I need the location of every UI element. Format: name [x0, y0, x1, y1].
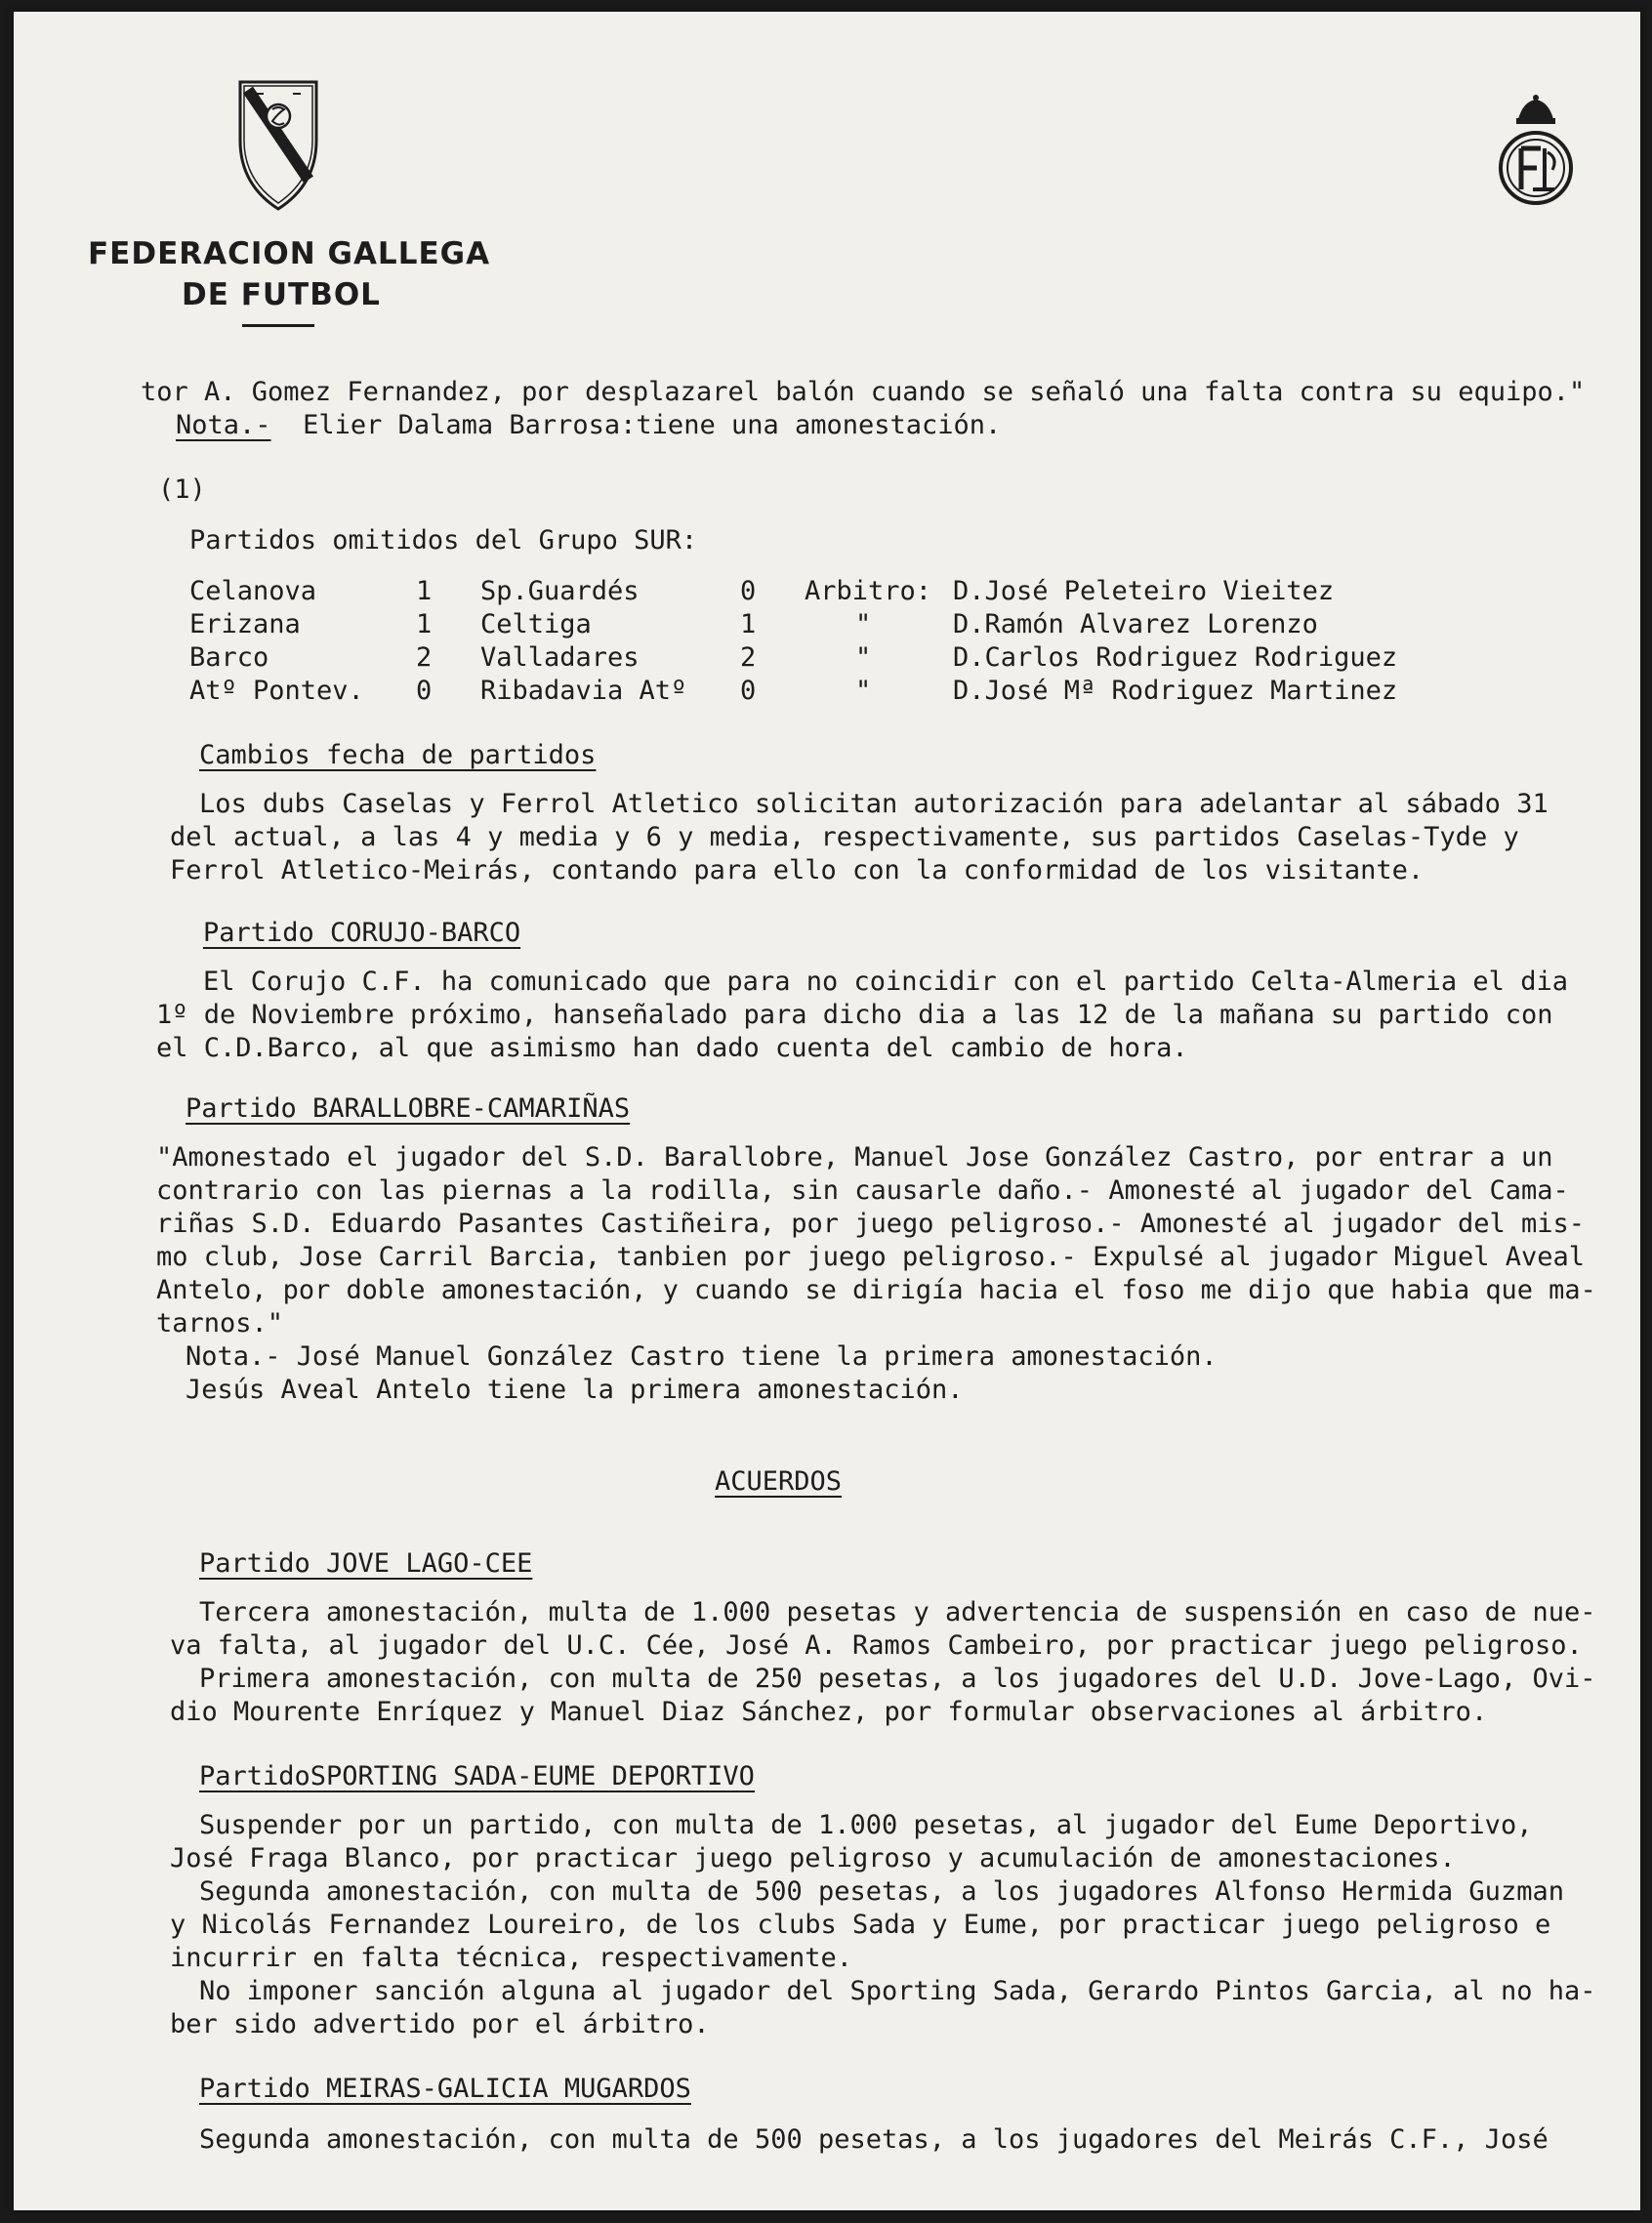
- paragraph-line: El Corujo C.F. ha comunicado que para no coincidir con el partido Celta-Almeria el dia: [203, 967, 1568, 997]
- away-score: 0: [740, 676, 757, 706]
- nota-text: Elier Dalama Barrosa:tiene una amonestación.: [303, 410, 1002, 440]
- away-team: Sp.Guardés: [480, 576, 640, 606]
- paragraph-line: mo club, Jose Carril Barcia, tanbien por juego peligroso.- Expulsé al jugador Miguel Aveal: [156, 1242, 1585, 1272]
- referee-name: D.Carlos Rodriguez Rodriguez: [953, 642, 1398, 673]
- header-divider: [242, 324, 314, 327]
- referee-name: D.Ramón Alvarez Lorenzo: [953, 609, 1318, 639]
- section-heading-jove: Partido JOVE LAGO-CEE: [199, 1548, 533, 1579]
- home-score: 1: [416, 609, 433, 639]
- referee-name: D.José Mª Rodriguez Martinez: [953, 676, 1398, 706]
- paragraph-line: y Nicolás Fernandez Loureiro, de los clubs Sada y Eume, por practicar juego peligroso e: [170, 1910, 1551, 1940]
- paragraph-line: Ferrol Atletico-Meirás, contando para ello con la conformidad de los visitante.: [170, 855, 1425, 885]
- away-team: Ribadavia Atº: [480, 676, 687, 706]
- paragraph-line: Antelo, por doble amonestación, y cuando se dirigía hacia el foso me dijo que habia que ma-: [156, 1275, 1596, 1305]
- section-heading-barallobre: Partido BARALLOBRE-CAMARIÑAS: [186, 1093, 631, 1124]
- paragraph-nota: Nota.- José Manuel González Castro tiene la primera amonestación.: [186, 1341, 1218, 1372]
- paragraph-nota: Jesús Aveal Antelo tiene la primera amonestación.: [186, 1375, 964, 1405]
- paragraph-line: ber sido advertido por el árbitro.: [170, 2009, 710, 2039]
- away-score: 0: [740, 576, 757, 606]
- nota-label: Nota.-: [176, 410, 271, 440]
- paragraph-line: del actual, a las 4 y media y 6 y media, respectivamente, sus partidos Caselas-Tyde y: [170, 822, 1519, 852]
- paragraph-line: el C.D.Barco, al que asimismo han dado cuenta del cambio de hora.: [156, 1033, 1188, 1063]
- away-score: 2: [740, 642, 757, 673]
- section-heading-sporting: PartidoSPORTING SADA-EUME DEPORTIVO: [199, 1761, 755, 1791]
- home-team: Atº Pontev.: [189, 676, 364, 706]
- referee-label: ": [855, 642, 872, 673]
- paragraph-line: dio Mourente Enríquez y Manuel Diaz Sánchez, por formular observaciones al árbitro.: [170, 1697, 1488, 1727]
- section-heading-meiras: Partido MEIRAS-GALICIA MUGARDOS: [199, 2074, 691, 2104]
- intro-nota: [176, 410, 1001, 440]
- home-team: Celanova: [189, 576, 317, 606]
- section-heading-cambios: Cambios fecha de partidos: [199, 740, 597, 770]
- paragraph-line: tarnos.": [156, 1308, 284, 1338]
- home-score: 1: [416, 576, 433, 606]
- omitted-title: Partidos omitidos del Grupo SUR:: [189, 525, 698, 556]
- paragraph-line: incurrir en falta técnica, respectivamente.: [170, 1943, 852, 1973]
- home-score: 2: [416, 642, 433, 673]
- crowned-federation-emblem-icon: [1494, 92, 1578, 214]
- federation-name-line2: DE FUTBOL: [182, 277, 381, 312]
- paragraph-line: riñas S.D. Eduardo Pasantes Castiñeira, por juego peligroso.- Amonesté al jugador del mis-: [156, 1209, 1585, 1239]
- referee-label: Arbitro:: [805, 576, 932, 606]
- referee-label: ": [855, 609, 872, 639]
- section-heading-corujo: Partido CORUJO-BARCO: [203, 918, 521, 948]
- away-score: 1: [740, 609, 757, 639]
- referee-name: D.José Peleteiro Vieitez: [953, 576, 1335, 606]
- footnote-mark: (1): [158, 474, 206, 505]
- paragraph-line: José Fraga Blanco, por practicar juego peligroso y acumulación de amonestaciones.: [170, 1843, 1456, 1873]
- home-team: Barco: [189, 642, 269, 673]
- referee-label: ": [855, 676, 872, 706]
- home-score: 0: [416, 676, 433, 706]
- paragraph-line: Suspender por un partido, con multa de 1.000 pesetas, al jugador del Eume Deportivo,: [199, 1810, 1533, 1840]
- paragraph-line: Tercera amonestación, multa de 1.000 pesetas y advertencia de suspensión en caso de nue-: [199, 1597, 1596, 1627]
- paragraph-line: "Amonestado el jugador del S.D. Barallobre, Manuel Jose González Castro, por entrar a un: [156, 1142, 1553, 1173]
- paragraph-line: Los dubs Caselas y Ferrol Atletico solicitan autorización para adelantar al sábado 31: [199, 789, 1549, 819]
- home-team: Erizana: [189, 609, 301, 639]
- document-page: [14, 12, 1640, 2210]
- away-team: Celtiga: [480, 609, 592, 639]
- paragraph-line: 1º de Noviembre próximo, hanseñalado para dicho dia a las 12 de la mañana su partido con: [156, 1000, 1553, 1030]
- paragraph-line: contrario con las piernas a la rodilla, sin causarle daño.- Amonesté al jugador del Cama-: [156, 1175, 1569, 1206]
- paragraph-line: Segunda amonestación, con multa de 500 pesetas, a los jugadores del Meirás C.F., José: [199, 2124, 1549, 2155]
- away-team: Valladares: [480, 642, 640, 673]
- intro-line: tor A. Gomez Fernandez, por desplazarel balón cuando se señaló una falta contra su equipo.": [141, 377, 1586, 407]
- paragraph-line: No imponer sanción alguna al jugador del Sporting Sada, Gerardo Pintos Garcia, al no ha-: [199, 1976, 1596, 2006]
- federation-name-line1: FEDERACION GALLEGA: [88, 236, 491, 271]
- paragraph-line: Primera amonestación, con multa de 250 pesetas, a los jugadores del U.D. Jove-Lago, Ovi-: [199, 1664, 1596, 1694]
- acuerdos-heading: ACUERDOS: [715, 1466, 843, 1497]
- paragraph-line: va falta, al jugador del U.C. Cée, José A. Ramos Cambeiro, por practicar juego peligroso.: [170, 1630, 1583, 1661]
- shield-emblem-icon: [234, 72, 322, 219]
- paragraph-line: Segunda amonestación, con multa de 500 pesetas, a los jugadores Alfonso Hermida Guzman: [199, 1876, 1564, 1907]
